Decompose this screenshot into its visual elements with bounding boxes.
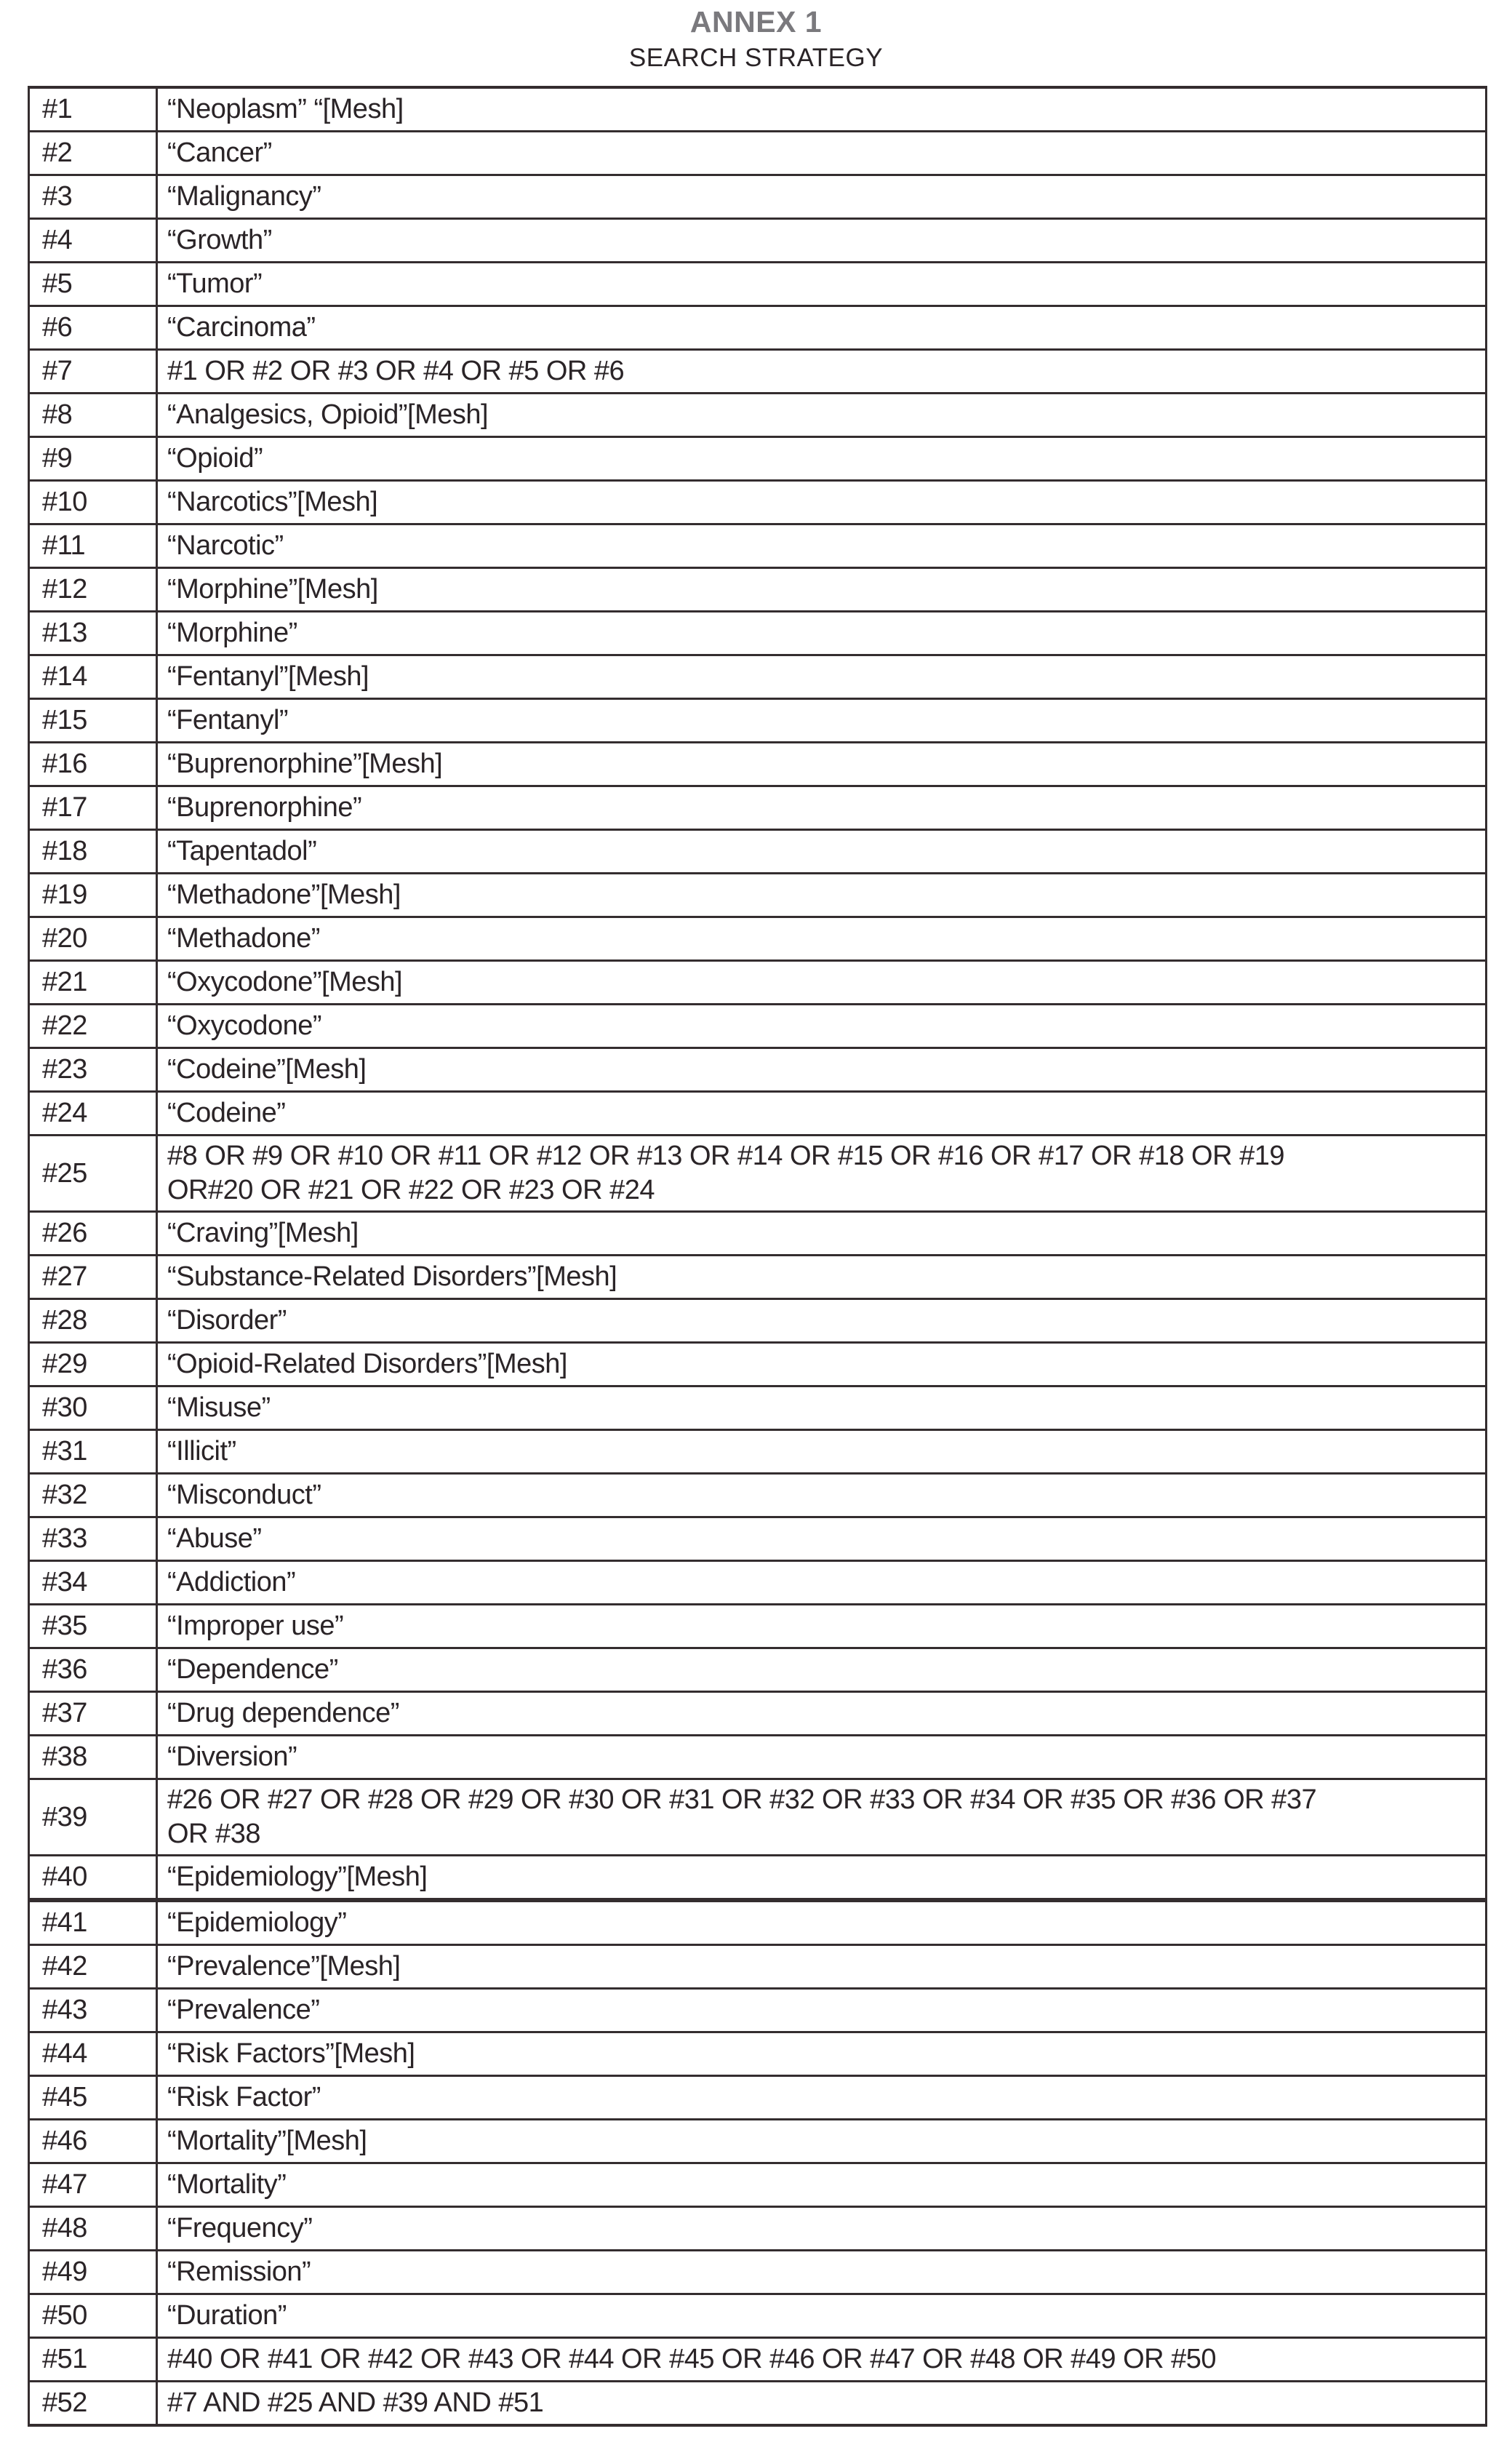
row-term — [158, 1693, 1485, 1734]
table-row — [30, 1516, 1485, 1560]
row-term — [158, 1649, 1485, 1691]
table-row — [30, 89, 1485, 130]
term-line: “Addiction” — [167, 1567, 296, 1597]
annex-title: ANNEX 1 — [689, 5, 823, 39]
term-line: “Fentanyl” — [167, 705, 289, 735]
term-line: #40 OR #41 OR #42 OR #43 OR #44 OR #45 OR #46 OR #47 OR #48 OR #49 OR #50 — [167, 2344, 1217, 2374]
table-row — [30, 785, 1485, 829]
row-id: #3 — [30, 176, 158, 218]
term-line: “Morphine”[Mesh] — [167, 574, 378, 604]
term-line: “Cancer” — [167, 137, 272, 168]
table-row — [30, 1944, 1485, 1987]
row-term — [158, 438, 1485, 479]
term-line: “Epidemiology”[Mesh] — [167, 1862, 428, 1892]
row-term — [158, 1902, 1485, 1944]
row-id: #2 — [30, 132, 158, 174]
row-term — [158, 1562, 1485, 1603]
row-id: #37 — [30, 1693, 158, 1734]
row-id: #14 — [30, 656, 158, 698]
table-row — [30, 479, 1485, 523]
table-row — [30, 2118, 1485, 2162]
row-term — [158, 2382, 1485, 2424]
row-term — [158, 176, 1485, 218]
term-line: “Diversion” — [167, 1741, 297, 1772]
row-term — [158, 831, 1485, 872]
row-term — [158, 1518, 1485, 1560]
term-line: “Abuse” — [167, 1523, 262, 1554]
table-row — [30, 959, 1485, 1003]
table-row — [30, 567, 1485, 610]
row-term — [158, 1431, 1485, 1472]
row-id: #44 — [30, 2033, 158, 2075]
term-line: “Tumor” — [167, 268, 263, 299]
term-line: “Opioid” — [167, 443, 263, 474]
term-line: “Remission” — [167, 2257, 311, 2287]
term-line: “Craving”[Mesh] — [167, 1218, 359, 1248]
term-line: “Prevalence”[Mesh] — [167, 1951, 401, 1982]
row-id: #18 — [30, 831, 158, 872]
row-term — [158, 1005, 1485, 1047]
term-line: “Carcinoma” — [167, 312, 316, 343]
row-term — [158, 743, 1485, 785]
row-id: #31 — [30, 1431, 158, 1472]
table-row — [30, 1691, 1485, 1734]
row-term — [158, 1213, 1485, 1254]
term-line: “Risk Factors”[Mesh] — [167, 2038, 415, 2069]
term-line: “Analgesics, Opioid”[Mesh] — [167, 399, 489, 430]
row-id: #10 — [30, 482, 158, 523]
table-row — [30, 1898, 1485, 1944]
row-id: #24 — [30, 1093, 158, 1134]
row-id: #9 — [30, 438, 158, 479]
table-row — [30, 2031, 1485, 2075]
row-term — [158, 962, 1485, 1003]
row-term — [158, 656, 1485, 698]
term-line: “Growth” — [167, 225, 272, 255]
term-line: “Illicit” — [167, 1436, 236, 1467]
table-row — [30, 872, 1485, 916]
table-row — [30, 1341, 1485, 1385]
row-id: #7 — [30, 351, 158, 392]
table-row — [30, 305, 1485, 348]
row-id: #45 — [30, 2077, 158, 2118]
row-term — [158, 220, 1485, 261]
row-id: #32 — [30, 1475, 158, 1516]
row-id: #40 — [30, 1856, 158, 1898]
term-line: “Morphine” — [167, 618, 297, 648]
row-id: #52 — [30, 2382, 158, 2424]
row-term — [158, 1344, 1485, 1385]
row-id: #29 — [30, 1344, 158, 1385]
row-term — [158, 2120, 1485, 2162]
table-row — [30, 1254, 1485, 1298]
row-id: #13 — [30, 612, 158, 654]
term-line: “Narcotic” — [167, 530, 284, 561]
term-line: “Mortality”[Mesh] — [167, 2126, 367, 2156]
row-term — [158, 1946, 1485, 1987]
table-row — [30, 2337, 1485, 2380]
row-id: #39 — [30, 1780, 158, 1854]
term-line: “Dependence” — [167, 1654, 338, 1685]
table-row — [30, 523, 1485, 567]
row-term — [158, 1256, 1485, 1298]
row-id: #49 — [30, 2251, 158, 2293]
table-row — [30, 261, 1485, 305]
term-line: “Methadone”[Mesh] — [167, 879, 401, 910]
row-id: #36 — [30, 1649, 158, 1691]
row-id: #42 — [30, 1946, 158, 1987]
row-id: #17 — [30, 787, 158, 829]
table-row — [30, 1090, 1485, 1134]
row-id: #22 — [30, 1005, 158, 1047]
table-row — [30, 1778, 1485, 1854]
row-term — [158, 1780, 1485, 1854]
term-line: “Tapentadol” — [167, 836, 317, 866]
row-term — [158, 2208, 1485, 2249]
row-id: #43 — [30, 1990, 158, 2031]
search-strategy-table — [28, 86, 1487, 2427]
row-id: #26 — [30, 1213, 158, 1254]
row-id: #27 — [30, 1256, 158, 1298]
row-term — [158, 918, 1485, 959]
table-row — [30, 610, 1485, 654]
row-id: #20 — [30, 918, 158, 959]
term-line: “Disorder” — [167, 1305, 287, 1336]
term-line: “Codeine”[Mesh] — [167, 1054, 367, 1085]
row-id: #23 — [30, 1049, 158, 1090]
row-id: #19 — [30, 874, 158, 916]
term-line: “Duration” — [167, 2300, 287, 2331]
row-id: #34 — [30, 1562, 158, 1603]
term-line: #1 OR #2 OR #3 OR #4 OR #5 OR #6 — [167, 356, 625, 386]
row-id: #25 — [30, 1136, 158, 1210]
row-id: #48 — [30, 2208, 158, 2249]
row-term — [158, 351, 1485, 392]
term-line: “Substance-Related Disorders”[Mesh] — [167, 1261, 617, 1292]
row-term — [158, 2339, 1485, 2380]
row-id: #38 — [30, 1736, 158, 1778]
table-row — [30, 130, 1485, 174]
table-row — [30, 2206, 1485, 2249]
term-line: “Misuse” — [167, 1392, 271, 1423]
row-term — [158, 263, 1485, 305]
row-term — [158, 2164, 1485, 2206]
row-term — [158, 612, 1485, 654]
row-id: #47 — [30, 2164, 158, 2206]
table-row — [30, 1047, 1485, 1090]
table-row — [30, 1134, 1485, 1210]
row-id: #5 — [30, 263, 158, 305]
row-term — [158, 1736, 1485, 1778]
table-row — [30, 348, 1485, 392]
row-id: #41 — [30, 1902, 158, 1944]
term-line: “Fentanyl”[Mesh] — [167, 661, 369, 692]
row-id: #28 — [30, 1300, 158, 1341]
row-term — [158, 569, 1485, 610]
term-line: OR#20 OR #21 OR #22 OR #23 OR #24 — [167, 1175, 655, 1205]
row-id: #35 — [30, 1605, 158, 1647]
row-term — [158, 482, 1485, 523]
row-term — [158, 394, 1485, 436]
table-row — [30, 1560, 1485, 1603]
row-id: #12 — [30, 569, 158, 610]
row-term — [158, 89, 1485, 130]
table-row — [30, 218, 1485, 261]
term-line: “Epidemiology” — [167, 1907, 347, 1938]
table-row — [30, 392, 1485, 436]
term-line: “Neoplasm” “[Mesh] — [167, 94, 404, 124]
row-term — [158, 2295, 1485, 2337]
annex-subtitle: SEARCH STRATEGY — [628, 44, 884, 72]
table-row — [30, 1603, 1485, 1647]
table-row — [30, 1472, 1485, 1516]
row-term — [158, 1136, 1485, 1210]
term-line: #7 AND #25 AND #39 AND #51 — [167, 2387, 544, 2418]
table-row — [30, 1734, 1485, 1778]
row-id: #8 — [30, 394, 158, 436]
row-id: #30 — [30, 1387, 158, 1429]
row-id: #51 — [30, 2339, 158, 2380]
term-line: “Buprenorphine”[Mesh] — [167, 749, 443, 779]
row-id: #21 — [30, 962, 158, 1003]
row-term — [158, 700, 1485, 741]
page-header — [0, 0, 1512, 72]
row-term — [158, 787, 1485, 829]
table-row — [30, 654, 1485, 698]
row-id: #16 — [30, 743, 158, 785]
row-id: #6 — [30, 307, 158, 348]
table-row — [30, 436, 1485, 479]
table-row — [30, 2293, 1485, 2337]
term-line: #26 OR #27 OR #28 OR #29 OR #30 OR #31 OR #32 OR #33 OR #34 OR #35 OR #36 OR #37 — [167, 1784, 1317, 1815]
table-row — [30, 829, 1485, 872]
term-line: “Improper use” — [167, 1611, 344, 1641]
table-row — [30, 1210, 1485, 1254]
table-row — [30, 741, 1485, 785]
term-line: “Codeine” — [167, 1098, 286, 1128]
row-id: #4 — [30, 220, 158, 261]
table-row — [30, 1385, 1485, 1429]
term-line: “Oxycodone” — [167, 1010, 322, 1041]
table-row — [30, 1429, 1485, 1472]
table-row — [30, 698, 1485, 741]
term-line: “Narcotics”[Mesh] — [167, 487, 378, 517]
table-row — [30, 2162, 1485, 2206]
table-row — [30, 2249, 1485, 2293]
table-row — [30, 1298, 1485, 1341]
row-id: #15 — [30, 700, 158, 741]
term-line: OR #38 — [167, 1819, 260, 1849]
row-term — [158, 1387, 1485, 1429]
row-term — [158, 1049, 1485, 1090]
row-term — [158, 307, 1485, 348]
term-line: “Malignancy” — [167, 181, 321, 212]
row-term — [158, 1300, 1485, 1341]
row-id: #11 — [30, 525, 158, 567]
table-row — [30, 1003, 1485, 1047]
row-term — [158, 2251, 1485, 2293]
row-term — [158, 132, 1485, 174]
row-term — [158, 1856, 1485, 1898]
table-row — [30, 916, 1485, 959]
row-term — [158, 1990, 1485, 2031]
term-line: “Methadone” — [167, 923, 320, 954]
row-term — [158, 525, 1485, 567]
row-id: #46 — [30, 2120, 158, 2162]
row-term — [158, 1475, 1485, 1516]
table-row — [30, 174, 1485, 218]
term-line: “Buprenorphine” — [167, 792, 362, 823]
term-line: “Oxycodone”[Mesh] — [167, 967, 403, 997]
table-row — [30, 1987, 1485, 2031]
row-id: #1 — [30, 89, 158, 130]
row-term — [158, 2033, 1485, 2075]
term-line: “Opioid-Related Disorders”[Mesh] — [167, 1349, 567, 1379]
term-line: “Drug dependence” — [167, 1698, 399, 1728]
term-line: #8 OR #9 OR #10 OR #11 OR #12 OR #13 OR #14 OR #15 OR #16 OR #17 OR #18 OR #19 — [167, 1141, 1284, 1171]
term-line: “Prevalence” — [167, 1995, 320, 2025]
table-row — [30, 2380, 1485, 2424]
row-id: #33 — [30, 1518, 158, 1560]
term-line: “Frequency” — [167, 2213, 313, 2243]
table-row — [30, 2075, 1485, 2118]
row-term — [158, 1605, 1485, 1647]
row-term — [158, 874, 1485, 916]
table-row — [30, 1854, 1485, 1898]
row-term — [158, 2077, 1485, 2118]
term-line: “Misconduct” — [167, 1480, 321, 1510]
term-line: “Mortality” — [167, 2169, 287, 2200]
row-term — [158, 1093, 1485, 1134]
table-row — [30, 1647, 1485, 1691]
row-id: #50 — [30, 2295, 158, 2337]
term-line: “Risk Factor” — [167, 2082, 321, 2112]
